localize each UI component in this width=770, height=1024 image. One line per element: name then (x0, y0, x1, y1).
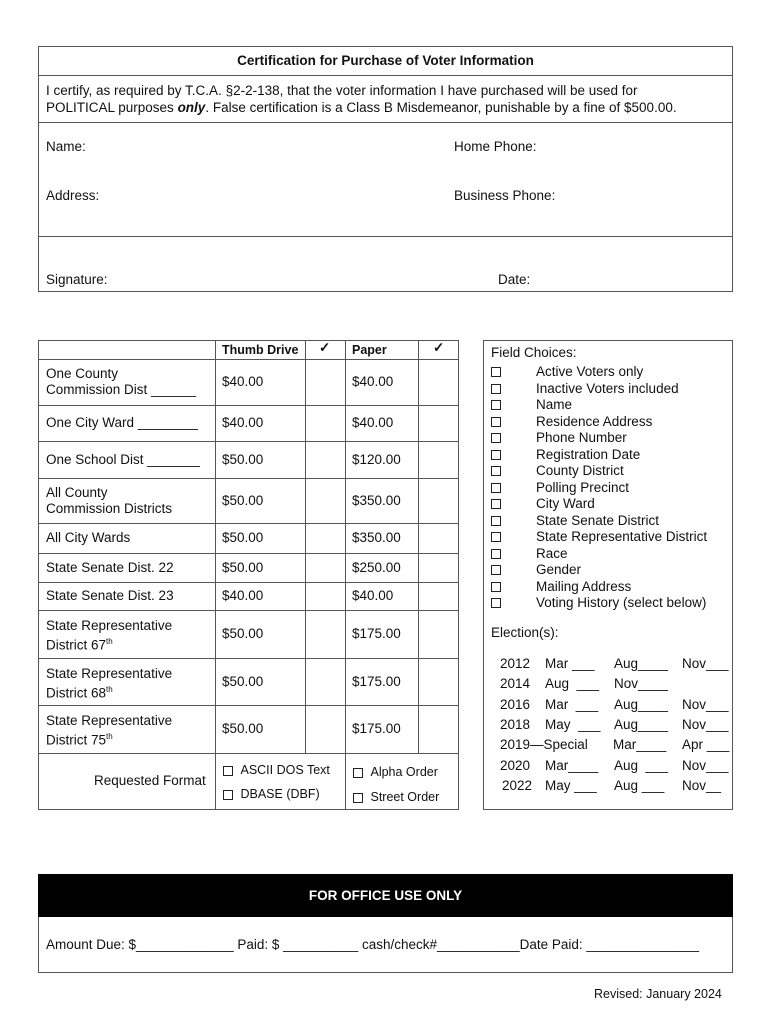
pricing-row-label (46, 415, 198, 431)
thumb-drive-price: $40.00 (222, 374, 264, 389)
election-option[interactable]: Mar____ (545, 757, 599, 773)
thumb-drive-price: $50.00 (222, 530, 264, 545)
pricing-row-label (46, 366, 196, 398)
checkbox[interactable] (491, 516, 501, 526)
row-label-line1: One City Ward ________ (46, 415, 198, 430)
paper-check-cell[interactable] (419, 442, 458, 478)
field-choice-item[interactable] (491, 397, 731, 413)
pricing-row-label (46, 560, 174, 576)
requested-format-label: Requested Format (94, 773, 206, 788)
paper-check-cell[interactable] (419, 479, 458, 523)
thumb-drive-price: $50.00 (222, 673, 264, 689)
paper-price: $40.00 (352, 415, 394, 430)
election-year: 2016 (500, 696, 531, 712)
paper-check-cell[interactable] (419, 583, 458, 610)
row-label-line1: State Representative (46, 665, 173, 681)
order-alpha-label: Alpha Order (370, 765, 438, 779)
address-field[interactable]: Address: (46, 188, 100, 203)
pricing-row-label (46, 452, 200, 468)
checkbox[interactable] (491, 483, 501, 493)
row-label-line2 (46, 634, 172, 654)
checkbox[interactable] (491, 598, 501, 608)
field-choice-label: Active Voters only (536, 364, 644, 379)
field-choice-label: State Representative District (536, 529, 708, 544)
field-choice-label: Phone Number (536, 430, 627, 445)
election-option[interactable]: Mar____ (613, 737, 667, 753)
election-year: 2018 (500, 716, 531, 732)
election-year: 2019—Special (500, 737, 588, 753)
certification-statement-line2 (46, 100, 677, 115)
thumb-drive-check-cell[interactable] (306, 442, 344, 478)
thumb-drive-check-cell[interactable] (306, 360, 344, 405)
field-choice-label: Name (536, 397, 573, 412)
paper-check-cell[interactable] (419, 706, 458, 753)
field-choice-label: Mailing Address (536, 578, 632, 594)
election-option[interactable]: Aug____ (614, 656, 669, 671)
row-label-line1: State Senate Dist. 22 (46, 559, 174, 575)
office-use-header (38, 874, 733, 917)
paper-check-cell[interactable] (419, 659, 458, 705)
field-choice-label: Residence Address (536, 413, 653, 429)
paper-check-cell[interactable] (419, 524, 458, 553)
checkbox[interactable] (491, 549, 501, 559)
row-label-line1: One County (46, 366, 119, 381)
row-label-line1: All City Wards (46, 530, 131, 545)
checkbox[interactable] (491, 499, 501, 509)
paper-price: $350.00 (352, 530, 401, 545)
thumb-drive-check-cell[interactable] (306, 583, 344, 610)
paper-check-cell[interactable] (419, 554, 458, 582)
field-choice-label: County District (536, 463, 624, 478)
field-choice-item[interactable] (491, 496, 731, 512)
checkbox[interactable] (491, 433, 501, 443)
pricing-row-label (46, 666, 172, 702)
paper-price: $350.00 (352, 492, 401, 508)
pricing-row-label (46, 618, 172, 654)
field-choice-item[interactable] (491, 364, 731, 380)
field-choice-label: Inactive Voters included (536, 380, 679, 396)
checkbox[interactable] (491, 400, 501, 410)
date-field[interactable]: Date: (498, 272, 531, 287)
ordinal-suffix: th (106, 732, 113, 741)
field-choice-item[interactable] (491, 595, 731, 611)
field-choice-item[interactable] (491, 414, 731, 430)
format-dbase-label: DBASE (DBF) (240, 787, 320, 801)
paper-price: $40.00 (352, 374, 394, 389)
office-payment-line: Amount Due: $_____________ Paid: $ __________ cash/check#___________Date Paid: _______________ (46, 937, 700, 952)
certification-statement-line1: I certify, as required by T.C.A. §2-2-138, that the voter information I have purchased will be used for (46, 83, 638, 98)
name-field[interactable]: Name: (46, 139, 86, 154)
thumb-drive-check-cell[interactable] (306, 611, 344, 658)
paper-price: $175.00 (352, 626, 401, 641)
paper-check-cell[interactable] (419, 406, 458, 441)
election-option[interactable]: Aug____ (614, 716, 669, 732)
revised-date: Revised: January 2024 (594, 987, 722, 1001)
checkbox[interactable] (353, 793, 363, 803)
pricing-row-label (46, 713, 172, 749)
checkbox[interactable] (491, 532, 501, 542)
election-option[interactable]: Aug ___ (614, 757, 669, 773)
row-label-line2-text: Commission Dist ______ (46, 382, 197, 397)
row-label-line2 (46, 501, 172, 517)
paper-price: $175.00 (352, 673, 401, 689)
election-option[interactable]: Mar ___ (545, 656, 595, 671)
checkbox[interactable] (491, 450, 501, 460)
checkbox[interactable] (491, 466, 501, 476)
election-option[interactable]: Nov___ (682, 696, 729, 712)
elections-list (483, 656, 733, 801)
field-choice-label: Gender (536, 562, 582, 577)
office-use-title: FOR OFFICE USE ONLY (308, 888, 463, 903)
statement-suffix: . False certification is a Class B Misdemeanor, punishable by a fine of $500.00. (205, 100, 677, 115)
field-choice-item[interactable] (491, 381, 731, 397)
statement-prefix: POLITICAL purposes (46, 100, 178, 115)
order-alpha-option[interactable] (353, 765, 438, 779)
election-option[interactable]: Aug ___ (614, 777, 665, 793)
thumb-drive-check-cell[interactable] (306, 659, 344, 705)
paper-price: $120.00 (352, 451, 401, 467)
row-label-line2 (46, 682, 172, 702)
paper-price: $250.00 (352, 559, 401, 575)
home-phone-field[interactable]: Home Phone: (454, 139, 537, 154)
format-dbase-option[interactable] (223, 787, 320, 801)
thumb-drive-price: $50.00 (222, 492, 264, 508)
thumb-drive-check-cell[interactable] (306, 479, 344, 523)
checkbox[interactable] (491, 582, 501, 592)
thumb-drive-check-cell[interactable] (306, 524, 344, 553)
order-street-option[interactable] (353, 790, 439, 804)
field-choice-item[interactable] (491, 463, 731, 479)
ordinal-suffix: th (106, 637, 113, 646)
thumb-drive-price: $50.00 (222, 451, 264, 467)
field-choice-item[interactable] (491, 562, 731, 578)
field-choice-item[interactable] (491, 513, 731, 529)
row-label-line2 (46, 382, 196, 398)
election-year: 2020 (500, 757, 531, 773)
checkbox[interactable] (353, 768, 363, 778)
checkbox[interactable] (491, 565, 501, 575)
thumb-drive-check-cell[interactable] (306, 554, 344, 582)
row-label-line2-text: District 68 (46, 685, 107, 700)
field-choices-title: Field Choices: (491, 345, 577, 360)
row-label-line2-text: District 67 (46, 637, 107, 653)
election-option[interactable]: Nov___ (682, 757, 729, 773)
election-option[interactable]: Aug____ (614, 696, 669, 712)
elections-title: Election(s): (491, 625, 559, 640)
business-phone-field[interactable]: Business Phone: (454, 188, 556, 203)
row-label-line1: One School Dist _______ (46, 451, 200, 467)
field-choice-label: Registration Date (536, 446, 641, 462)
election-year: 2022 (502, 777, 533, 793)
checkbox[interactable] (491, 384, 501, 394)
pricing-row-label (46, 485, 172, 517)
format-ascii-label: ASCII DOS Text (240, 763, 330, 777)
row-label-line2-text: Commission Districts (46, 500, 173, 516)
election-option[interactable]: May ___ (545, 777, 597, 793)
election-option[interactable]: Apr ___ (682, 737, 730, 753)
field-choice-label: State Senate District (536, 512, 660, 528)
order-street-label: Street Order (370, 790, 440, 804)
row-label-line1: All County (46, 484, 108, 500)
field-choice-item[interactable] (491, 579, 731, 595)
row-label-line1: State Representative (46, 618, 173, 633)
field-choice-item[interactable] (491, 480, 731, 496)
field-choices-list (491, 364, 731, 614)
field-choice-item[interactable] (491, 529, 731, 545)
election-option[interactable]: Aug ___ (545, 676, 600, 692)
thumb-drive-check-cell[interactable] (306, 706, 344, 753)
field-choice-label: City Ward (536, 496, 595, 511)
checkbox[interactable] (491, 367, 501, 377)
field-choice-item[interactable] (491, 447, 731, 463)
col-header-thumb-check: ✓ (319, 340, 331, 355)
row-label-line2 (46, 729, 172, 749)
checkbox[interactable] (223, 766, 233, 776)
election-option[interactable]: Nov____ (614, 676, 669, 692)
thumb-drive-price: $50.00 (222, 626, 264, 641)
election-year: 2014 (500, 676, 531, 692)
field-choice-item[interactable] (491, 546, 731, 562)
field-choice-label: Polling Precinct (536, 479, 630, 495)
col-header-paper-check: ✓ (433, 340, 445, 355)
field-choice-label: Race (536, 545, 568, 561)
thumb-drive-price: $40.00 (222, 588, 264, 603)
election-option[interactable]: Mar ___ (545, 696, 599, 712)
paper-price: $175.00 (352, 721, 401, 736)
pricing-row-label (46, 588, 174, 604)
row-label-line1: State Senate Dist. 23 (46, 588, 174, 603)
row-label-line2-text: District 75 (46, 732, 107, 748)
paper-price: $40.00 (352, 588, 394, 603)
election-option[interactable]: Nov___ (682, 716, 729, 732)
statement-emphasis: only (177, 100, 206, 115)
col-header-paper: Paper (352, 343, 387, 357)
thumb-drive-check-cell[interactable] (306, 406, 344, 441)
row-label-line1: State Representative (46, 713, 173, 728)
pricing-row-label (46, 530, 130, 546)
thumb-drive-price: $50.00 (222, 721, 264, 736)
signature-field[interactable]: Signature: (46, 272, 108, 287)
thumb-drive-price: $50.00 (222, 559, 264, 575)
election-year: 2012 (500, 656, 531, 671)
format-ascii-option[interactable] (223, 763, 330, 777)
checkbox[interactable] (491, 417, 501, 427)
checkbox[interactable] (223, 790, 233, 800)
col-header-thumb-drive: Thumb Drive (222, 343, 299, 357)
ordinal-suffix: th (106, 684, 113, 694)
paper-check-cell[interactable] (419, 360, 458, 405)
election-option[interactable]: Nov___ (682, 656, 729, 671)
field-choice-item[interactable] (491, 430, 731, 446)
election-option[interactable]: Nov__ (682, 777, 722, 793)
field-choice-label: Voting History (select below) (536, 595, 707, 610)
certification-title: Certification for Purchase of Voter Information (237, 53, 534, 68)
paper-check-cell[interactable] (419, 611, 458, 658)
thumb-drive-price: $40.00 (222, 415, 264, 430)
election-option[interactable]: May ___ (545, 716, 601, 732)
